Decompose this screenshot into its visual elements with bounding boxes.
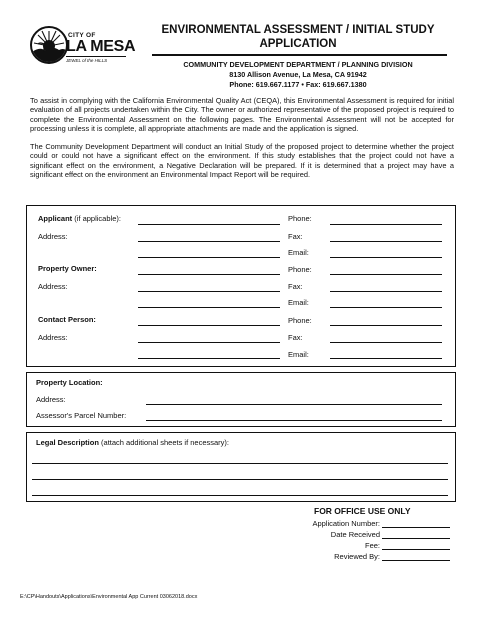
logo-underline [66,56,126,57]
owner-name-field[interactable] [138,274,280,275]
date-received-label: Date Received [330,530,380,539]
contact-address-field[interactable] [138,342,280,343]
contact-email-label: Email: [288,350,309,359]
legal-description-line-3[interactable] [32,495,448,496]
parcel-number-label: Assessor's Parcel Number: [36,411,127,420]
property-address-label: Address: [36,395,66,404]
owner-fax-label: Fax: [288,282,303,291]
intro-paragraph-1: To assist in complying with the California Environmental Quality Act (CEQA), this Environmental Assessment is required for initial evaluation of all projects undertaken within the City. The owner or authorized representative of the proposed project is required to complete the Environmental Assessment on the following pages. The Environmental Assessment will not be accepted for processing unless it is complete, all appropriate attachments are made and the application is signed. [30,96,454,133]
applicant-name-field[interactable] [138,224,280,225]
applicant-phone-field[interactable] [330,224,442,225]
page-title [148,23,448,51]
applicant-address-field[interactable] [138,241,280,242]
contact-fax-label: Fax: [288,333,303,342]
contact-fax-field[interactable] [330,342,442,343]
applicant-address-label: Address: [38,232,68,241]
applicant-fax-field[interactable] [330,241,442,242]
application-number-field[interactable] [382,527,450,528]
contact-phone-label: Phone: [288,316,312,325]
parcel-number-field[interactable] [146,420,442,421]
legal-description-line-1[interactable] [32,463,448,464]
intro-text [30,96,454,188]
logo-city-of: CITY OF [68,32,96,39]
applicant-email-label: Email: [288,248,309,257]
property-owner-label: Property Owner: [38,264,97,273]
owner-email-field[interactable] [330,307,442,308]
applicant-label: Applicant (if applicable): [38,214,121,223]
owner-address-label: Address: [38,282,68,291]
department-address: 8130 Allison Avenue, La Mesa, CA 91942 [229,70,367,79]
property-location-label: Property Location: [36,378,103,387]
contact-address-label: Address: [38,333,68,342]
logo-tagline: JEWEL of the HILLS [66,58,108,63]
legal-description-label: Legal Description (attach additional sheets if necessary): [36,438,230,447]
title-line-1: ENVIRONMENTAL ASSESSMENT / INITIAL STUDY [161,24,435,36]
office-use-title: FOR OFFICE USE ONLY [314,506,411,516]
legal-description-line-2[interactable] [32,479,448,480]
fee-label: Fee: [364,541,380,550]
contact-address-field-2[interactable] [138,358,280,359]
applicant-email-field[interactable] [330,257,442,258]
title-divider [152,54,447,56]
department-phone-fax: Phone: 619.667.1177 • Fax: 619.667.1380 [229,80,367,89]
contact-person-label: Contact Person: [38,315,96,324]
intro-paragraph-2: The Community Development Department will conduct an Initial Study of the proposed project to determine whether the project could or could not have a significant effect on the environment. If this study establishes that the project could not have a significant effect on the environment, a Negative Declaration will be prepared. If it is determined that a project may have a significant effect on the environment an Environmental Impact Report will be required. [30,142,454,180]
property-address-field[interactable] [146,404,442,405]
applicant-fax-label: Fax: [288,232,303,241]
owner-phone-field[interactable] [330,274,442,275]
footer-file-path: E:\CP\Handouts\Applications\Environmental App Current 03062018.docx [20,594,198,600]
owner-address-field[interactable] [138,291,280,292]
reviewed-by-field[interactable] [382,560,450,561]
title-line-2: APPLICATION [259,38,337,50]
owner-address-field-2[interactable] [138,307,280,308]
department-name: COMMUNITY DEVELOPMENT DEPARTMENT / PLANNING DIVISION [183,60,413,69]
department-info [148,60,448,90]
owner-email-label: Email: [288,298,309,307]
date-received-field[interactable] [382,538,450,539]
owner-phone-label: Phone: [288,265,312,274]
fee-field[interactable] [382,549,450,550]
application-number-label: Application Number: [312,519,380,528]
reviewed-by-label: Reviewed By: [334,552,380,561]
applicant-phone-label: Phone: [288,214,312,223]
contact-phone-field[interactable] [330,325,442,326]
owner-fax-field[interactable] [330,291,442,292]
contact-name-field[interactable] [138,325,280,326]
applicant-address-field-2[interactable] [138,257,280,258]
contact-email-field[interactable] [330,358,442,359]
city-seal-icon [30,26,68,64]
logo-la-mesa: LA MESA [66,38,136,55]
